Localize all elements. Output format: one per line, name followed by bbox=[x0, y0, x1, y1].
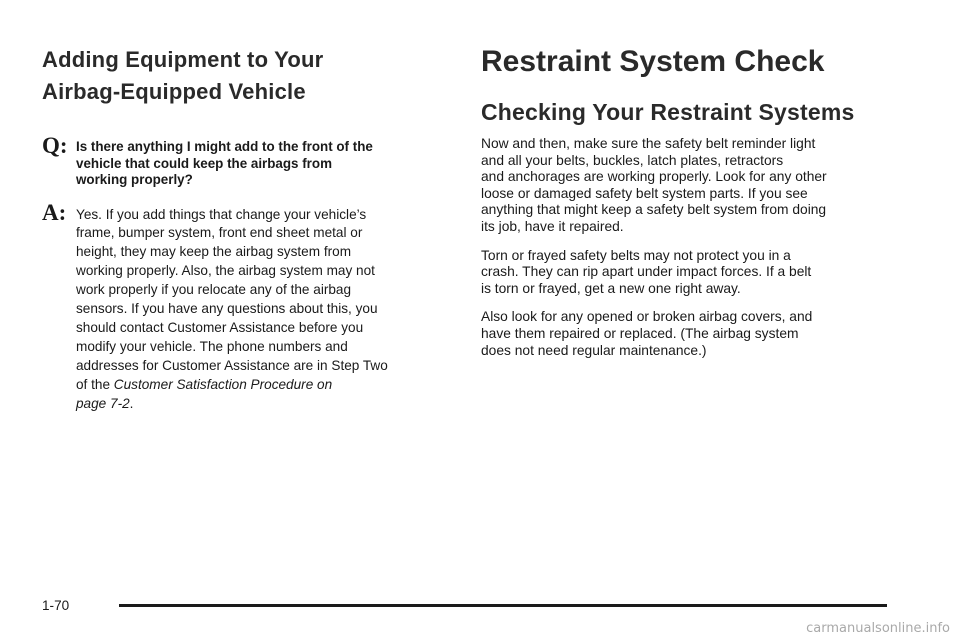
subsection-title: Checking Your Restraint Systems bbox=[481, 99, 855, 125]
cross-reference-page: page 7-2 bbox=[76, 395, 130, 411]
page-number: 1-70 bbox=[42, 598, 70, 613]
answer-marker: A: bbox=[42, 199, 67, 225]
section-title-adding-equipment bbox=[42, 44, 457, 108]
paragraph-torn-belts: Torn or frayed safety belts may not protect you in a crash. They can rip apart under impact forces. If a belt is torn or frayed, get a new one right away. bbox=[481, 247, 812, 296]
footer-divider bbox=[119, 604, 887, 607]
left-column bbox=[42, 44, 457, 413]
section-title-line: Adding Equipment to Your bbox=[42, 47, 324, 72]
question-marker: Q: bbox=[42, 133, 68, 158]
page-footer bbox=[42, 596, 888, 620]
question-text: Is there anything I might add to the front of the vehicle that could keep the airbags from working properly? bbox=[76, 139, 373, 187]
watermark: carmanualsonline.info bbox=[806, 621, 950, 636]
paragraph-airbag-covers: Also look for any opened or broken airbag covers, and have them repaired or replaced. (The airbag system does not need regular maintenance.) bbox=[481, 309, 813, 358]
page-title: Restraint System Check bbox=[481, 45, 825, 78]
answer-text: Yes. If you add things that change your vehicle’s frame, bumper system, front end sheet metal or height, they may keep the airbag system from working properly. Also, the airbag system may not work properly if you relocate any of the airbag sensors. If you have any questions about this, you should contact Customer Assistance before you modify your vehicle. The phone numbers and addresses for Customer Assistance are in Step Two of the Customer Satisfaction Procedure on page 7-2. bbox=[76, 206, 388, 411]
cross-reference-link: Customer Satisfaction Procedure on bbox=[113, 376, 333, 392]
question-block bbox=[42, 133, 457, 189]
answer-block bbox=[42, 199, 457, 414]
right-column bbox=[481, 44, 901, 359]
paragraph-check-belts: Now and then, make sure the safety belt reminder light and all your belts, buckles, latch plates, retractors and anchorages are working properly. Look for any other loose or damaged safety belt system parts. If you see anything that might keep a safety belt system from doing its job, have it repaired. bbox=[481, 136, 827, 234]
section-title-line: Airbag-Equipped Vehicle bbox=[42, 79, 306, 104]
